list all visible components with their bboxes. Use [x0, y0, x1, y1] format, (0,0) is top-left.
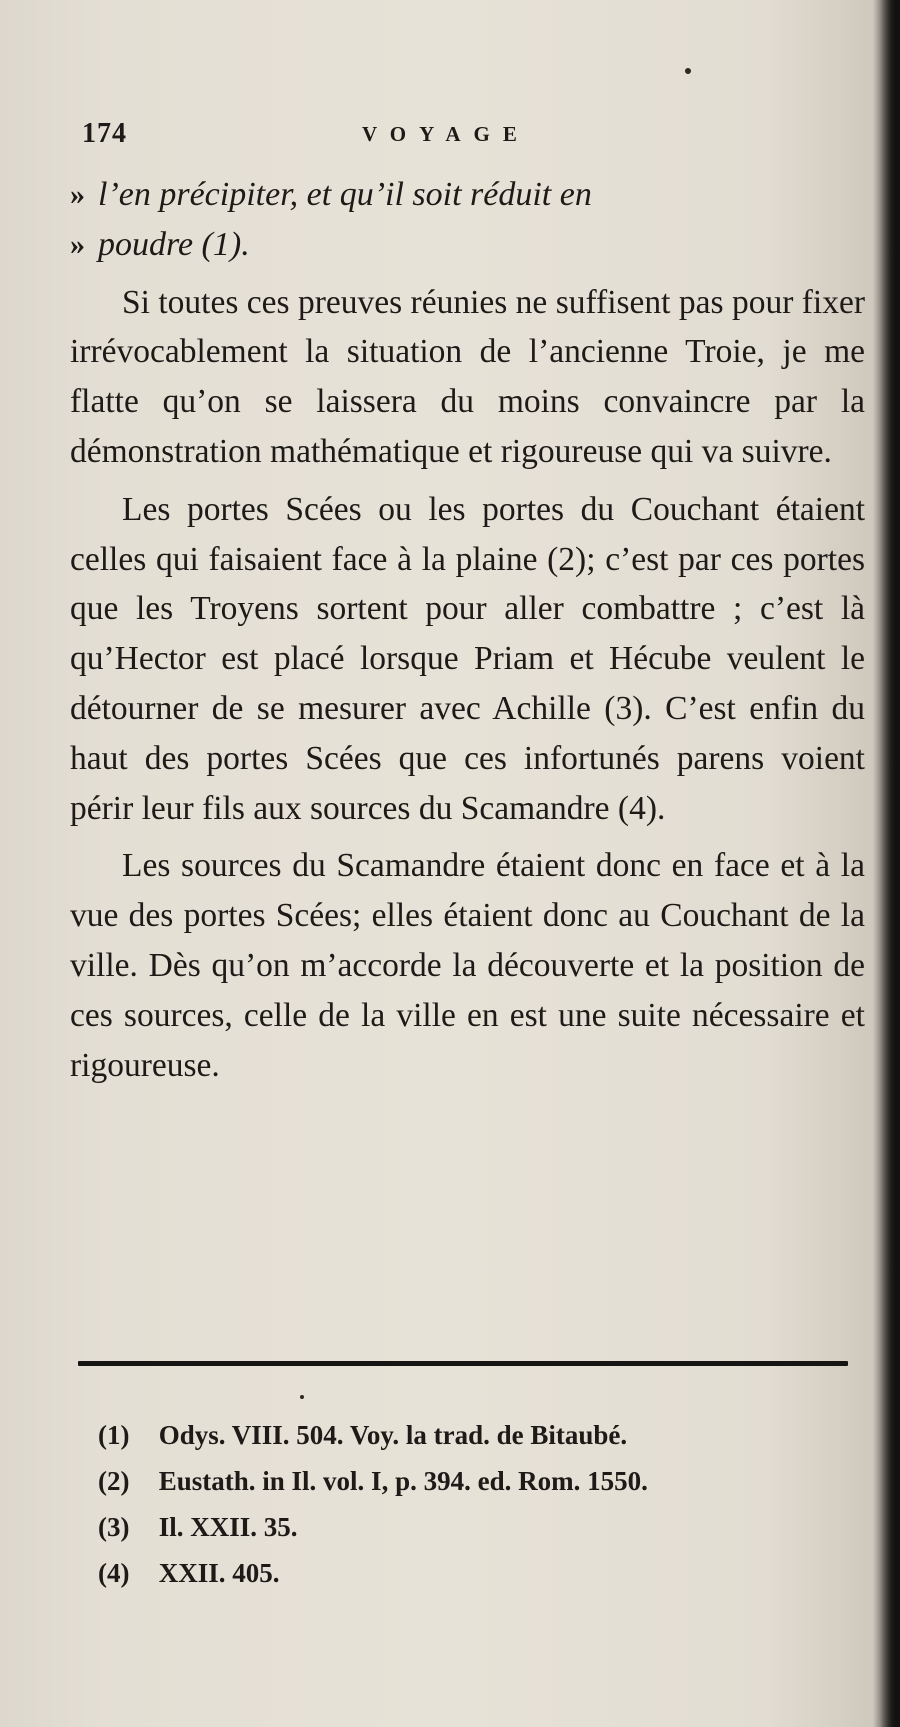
page-edge-shadow — [880, 0, 900, 1727]
page-number: 174 — [82, 118, 127, 149]
footnote-mark: (1) — [98, 1420, 130, 1450]
footnote-mark: (4) — [98, 1558, 130, 1588]
footnote-mark: (3) — [98, 1512, 130, 1542]
footnote — [98, 1458, 858, 1504]
footnote-separator-rule — [78, 1361, 848, 1366]
paragraph: Si toutes ces preuves réunies ne suffisent pas pour fixer irrévocablement la situation de l’ancienne Troie, je me flatte qu’on se laissera du moins convaincre par la démonstration mathématique et rigoureuse qui va suivre. — [70, 283, 865, 470]
page-header — [82, 118, 852, 158]
main-text — [70, 170, 865, 1090]
footnote-text: XXII. 405. — [158, 1558, 280, 1588]
paper-speck — [300, 1395, 304, 1399]
quote-text: poudre (1). — [98, 225, 250, 263]
quote-line — [70, 220, 865, 270]
footnote-text: Il. XXII. 35. — [158, 1512, 298, 1542]
paper-speck — [685, 68, 691, 74]
quote-text: l’en précipiter, et qu’il soit réduit en — [98, 176, 592, 213]
paragraph: Les sources du Scamandre étaient donc en face et à la vue des portes Scées; elles étaient donc au Couchant de la ville. Dès qu’on m’accorde la découverte et la position de ces sources, celle de la ville en est une suite nécessaire et rigoureuse. — [70, 847, 865, 1084]
footnote — [98, 1412, 858, 1458]
quote-mark: » — [70, 227, 85, 261]
footnote — [98, 1550, 858, 1596]
footnote-text: Odys. VIII. 504. Voy. la trad. de Bitaubé. — [158, 1420, 628, 1450]
quote-mark: » — [70, 178, 85, 211]
footnote-text: Eustath. in Il. vol. I, p. 394. ed. Rom. 1550. — [158, 1466, 648, 1496]
running-head: VOYAGE — [362, 122, 530, 146]
footnote — [98, 1504, 858, 1550]
quote-line — [70, 170, 865, 220]
footnotes — [98, 1412, 858, 1596]
paragraph: Les portes Scées ou les portes du Couchant étaient celles qui faisaient face à la plaine (2); c’est par ces portes que les Troyens sortent pour aller combattre ; c’est là qu’Hector est placé lorsque Priam et Hécube veulent le détourner de se mesurer avec Achille (3). C’est enfin du haut des portes Scées que ces infortunés parens voient périr leur fils aux sources du Scamandre (4). — [70, 490, 865, 827]
footnote-mark: (2) — [98, 1466, 130, 1496]
